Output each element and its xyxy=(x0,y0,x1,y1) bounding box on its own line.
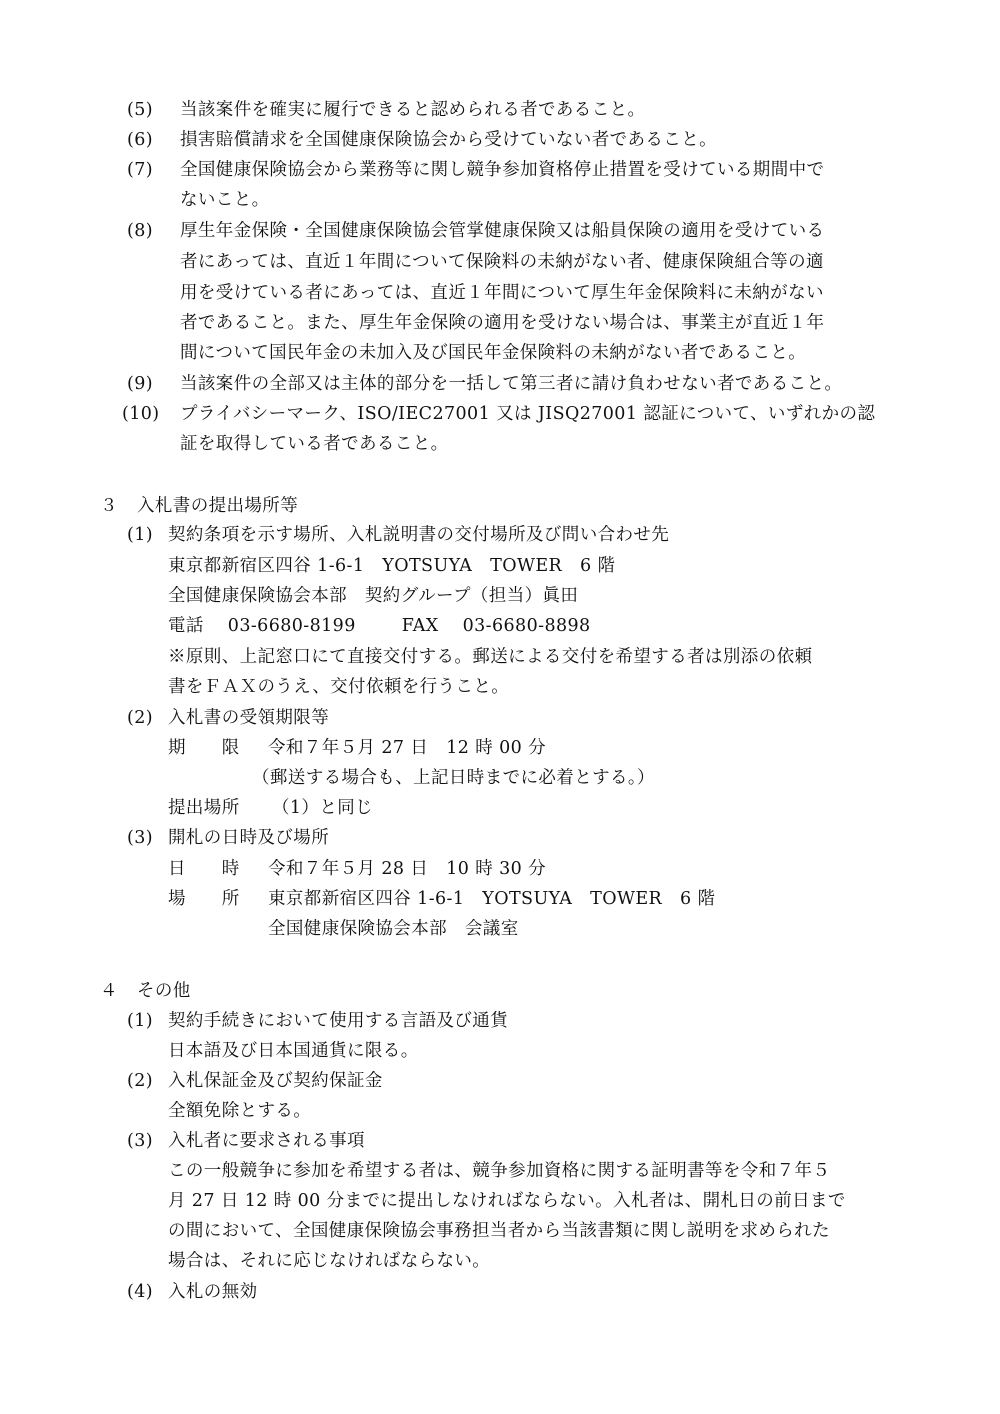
section-3-heading: 入札書の提出場所等 xyxy=(137,496,299,516)
item-7-number: (7) xyxy=(127,160,153,180)
sec3-item2-number: (2) xyxy=(127,708,153,728)
section-4-number: ４ xyxy=(100,981,118,1001)
opening-location-label: 場 所 xyxy=(168,889,240,909)
sec4-item1-number: (1) xyxy=(127,1011,153,1031)
item-8-text-line2: 者にあっては、直近１年間について保険料の未納がない者、健康保険組合等の適 xyxy=(180,252,824,272)
deadline-note: （郵送する場合も、上記日時までに必着とする。） xyxy=(252,768,655,788)
tel-label: 電話 xyxy=(168,616,204,636)
sec4-item3-title: 入札者に要求される事項 xyxy=(168,1131,365,1151)
sec4-item1-title: 契約手続きにおいて使用する言語及び通貨 xyxy=(168,1011,509,1031)
sec3-item1-note-line2: 書をＦＡＸのうえ、交付依頼を行うこと。 xyxy=(168,677,510,697)
item-8-text-line1: 厚生年金保険・全国健康保険協会管掌健康保険又は船員保険の適用を受けている xyxy=(180,221,825,241)
opening-datetime-label: 日 時 xyxy=(168,859,240,879)
item-8-text-line4: 者であること。また、厚生年金保険の適用を受けない場合は、事業主が直近１年 xyxy=(180,313,825,333)
item-5-number: (5) xyxy=(127,100,153,120)
item-9-text: 当該案件の全部又は主体的部分を一括して第三者に請け負わせない者であること。 xyxy=(180,374,843,394)
opening-location-line1: 東京都新宿区四谷 1-6-1 YOTSUYA TOWER 6 階 xyxy=(268,889,716,909)
deadline-value: 令和７年５月 27 日 12 時 00 分 xyxy=(268,738,547,758)
sec3-item3-number: (3) xyxy=(127,828,153,848)
sec4-item3-text-line3: の間において、全国健康保険協会事務担当者から当該書類に関し説明を求められた xyxy=(168,1221,830,1241)
sec3-item1-contact xyxy=(168,614,591,638)
item-8-text-line5: 間について国民年金の未加入及び国民年金保険料の未納がない者であること。 xyxy=(180,343,807,363)
section-4-heading: その他 xyxy=(137,981,191,1001)
sec4-item1-body: 日本語及び日本国通貨に限る。 xyxy=(168,1041,419,1061)
tel-number: 03-6680-8199 xyxy=(227,616,356,636)
sec4-item2-number: (2) xyxy=(127,1071,153,1091)
item-9-number: (9) xyxy=(127,374,153,394)
sec3-item1-note-line1: ※原則、上記窓口にて直接交付する。郵送による交付を希望する者は別添の依頼 xyxy=(168,647,813,667)
sec4-item3-text-line4: 場合は、それに応じなければならない。 xyxy=(168,1251,491,1271)
sec4-item3-text-line1: この一般競争に参加を希望する者は、競争参加資格に関する証明書等を令和７年５ xyxy=(168,1161,831,1181)
sec4-item2-title: 入札保証金及び契約保証金 xyxy=(168,1071,383,1091)
section-3-number: ３ xyxy=(100,496,118,516)
submission-place-value: （1）と同じ xyxy=(272,798,374,818)
sec3-item3-title: 開札の日時及び場所 xyxy=(168,828,330,848)
sec4-item4-number: (4) xyxy=(127,1282,153,1302)
item-6-text: 損害賠償請求を全国健康保険協会から受けていない者であること。 xyxy=(180,130,717,150)
item-10-text-line1: プライバシーマーク、ISO/IEC27001 又は JISQ27001 認証について、いずれかの認 xyxy=(180,404,876,424)
sec4-item4-title: 入札の無効 xyxy=(168,1282,258,1302)
sec4-item3-number: (3) xyxy=(127,1131,153,1151)
item-7-text-line1: 全国健康保険協会から業務等に関し競争参加資格停止措置を受けている期間中で xyxy=(180,160,825,180)
sec3-item2-title: 入札書の受領期限等 xyxy=(168,708,330,728)
item-10-text-line2: 証を取得している者であること。 xyxy=(180,434,449,454)
submission-place-label: 提出場所 xyxy=(168,798,240,818)
sec3-item1-address: 東京都新宿区四谷 1-6-1 YOTSUYA TOWER 6 階 xyxy=(168,556,616,576)
sec3-item1-title: 契約条項を示す場所、入札説明書の交付場所及び問い合わせ先 xyxy=(168,525,670,545)
sec4-item2-body: 全額免除とする。 xyxy=(168,1101,312,1121)
fax-label: FAX xyxy=(401,616,439,636)
item-10-number: (10) xyxy=(122,404,160,424)
fax-number: 03-6680-8898 xyxy=(462,616,591,636)
sec3-item1-number: (1) xyxy=(127,525,153,545)
item-5-text: 当該案件を確実に履行できると認められる者であること。 xyxy=(180,100,646,120)
opening-datetime-value: 令和７年５月 28 日 10 時 30 分 xyxy=(268,859,547,879)
item-8-text-line3: 用を受けている者にあっては、直近１年間について厚生年金保険料に未納がない xyxy=(180,283,824,303)
item-6-number: (6) xyxy=(127,130,153,150)
sec3-item1-organization: 全国健康保険協会本部 契約グループ（担当）眞田 xyxy=(168,586,579,606)
opening-location-line2: 全国健康保険協会本部 会議室 xyxy=(268,919,519,939)
item-7-text-line2: ないこと。 xyxy=(180,190,270,210)
sec4-item3-text-line2: 月 27 日 12 時 00 分までに提出しなければならない。入札者は、開札日の前日まで xyxy=(168,1191,846,1211)
deadline-label: 期 限 xyxy=(168,738,240,758)
item-8-number: (8) xyxy=(127,221,153,241)
